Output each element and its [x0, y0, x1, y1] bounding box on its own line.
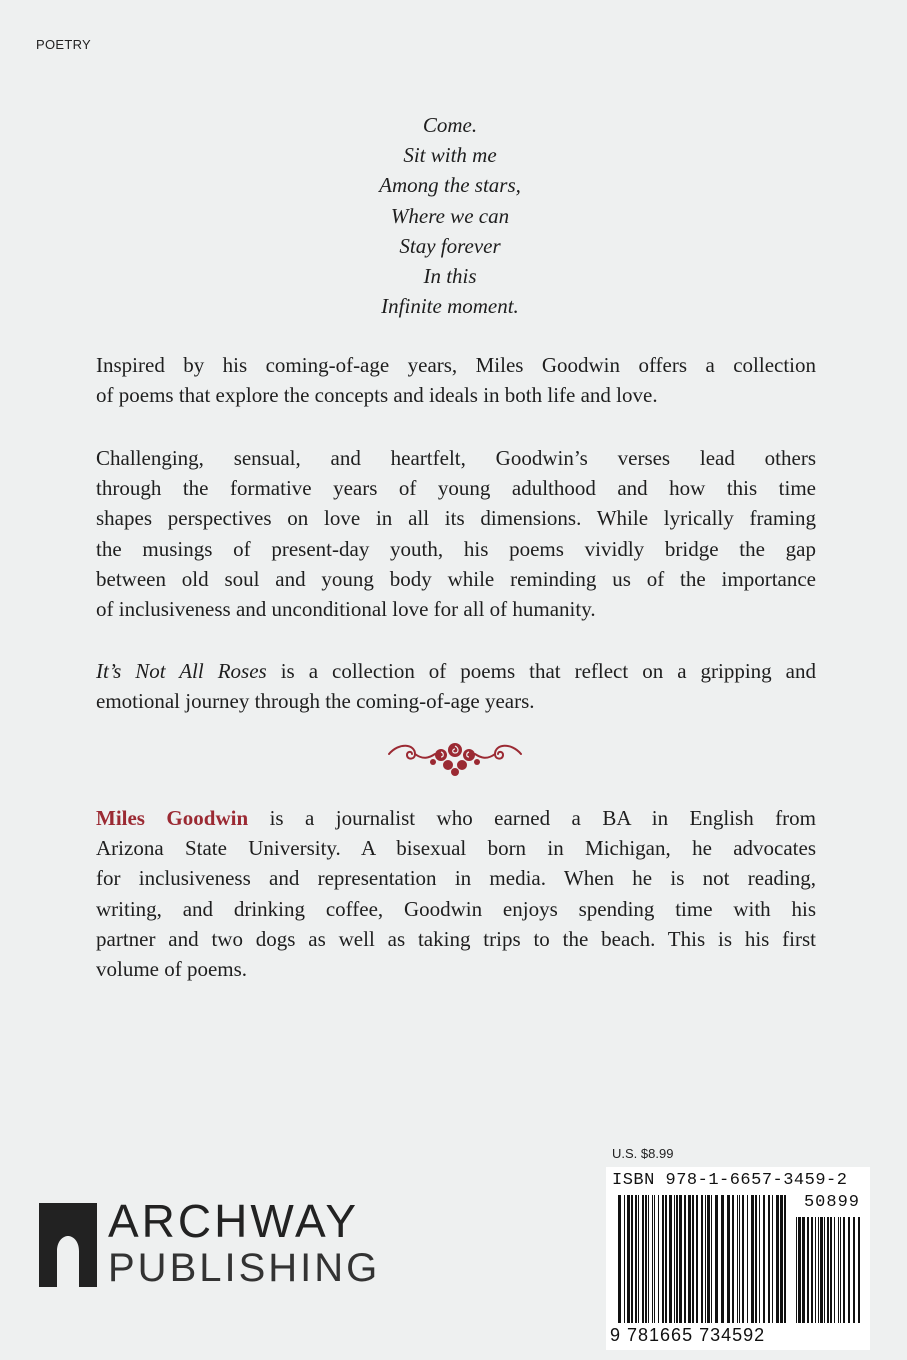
barcode-bar	[824, 1217, 825, 1323]
barcode-bar	[624, 1195, 625, 1323]
barcode-bars	[618, 1195, 786, 1323]
barcode-bar	[759, 1195, 760, 1323]
barcode-bar	[818, 1217, 819, 1323]
text-line: partner and two dogs as well as taking trips to the beach. This is his first	[96, 926, 816, 951]
barcode-bar	[807, 1217, 809, 1323]
barcode-bar	[627, 1195, 630, 1323]
text-line: Challenging, sensual, and heartfelt, Goodwin’s verses lead others	[96, 446, 816, 470]
barcode-bar	[662, 1195, 664, 1323]
barcode-bar	[820, 1217, 823, 1323]
category-label: POETRY	[36, 37, 92, 52]
text-line: of inclusiveness and unconditional love for all of humanity.	[96, 597, 596, 622]
barcode-bar	[848, 1217, 850, 1323]
barcode-bar	[711, 1195, 712, 1323]
barcode-bar	[674, 1195, 675, 1323]
isbn-barcode	[606, 1167, 870, 1350]
barcode-bar	[701, 1195, 703, 1323]
author-name: Miles Goodwin	[96, 806, 249, 830]
text-line: Inspired by his coming-of-age years, Miles Goodwin offers a collection	[96, 353, 816, 377]
barcode-bar	[679, 1195, 682, 1323]
poem-line: Come.	[422, 113, 478, 137]
book-title: It’s Not All Roses	[96, 659, 267, 683]
text-line: shapes perspectives on love in all its dimensions. While lyrically framing	[96, 506, 816, 531]
barcode-bar	[737, 1195, 738, 1323]
poem-line: Stay forever	[399, 233, 501, 258]
text-line: of poems that explore the concepts and ideals in both life and love.	[96, 383, 658, 408]
price-label: U.S. $8.99	[612, 1146, 674, 1161]
barcode-bar	[798, 1217, 801, 1323]
text-line: Arizona State University. A bisexual born in Michigan, he advocates	[96, 836, 816, 861]
barcode-bar	[638, 1195, 639, 1323]
poem-line: Among the stars,	[379, 173, 521, 198]
barcode-bar	[692, 1195, 694, 1323]
barcode-bar	[763, 1195, 765, 1323]
publisher-name: ARCHWAY PUBLISHING	[108, 1195, 381, 1290]
barcode-bar	[780, 1195, 783, 1323]
text-line: It’s Not All Roses is a collection of poems that reflect on a gripping and	[96, 659, 816, 683]
barcode-bar	[796, 1217, 797, 1323]
barcode-bar	[688, 1195, 691, 1323]
text-line: the musings of present-day youth, his poems vividly bridge the gap	[96, 536, 816, 561]
barcode-bar	[853, 1217, 855, 1323]
barcode-bar	[732, 1195, 734, 1323]
barcode-bar	[784, 1195, 786, 1323]
barcode-bar	[658, 1195, 659, 1323]
barcode-bar	[642, 1195, 644, 1323]
barcode-bar	[858, 1217, 860, 1323]
barcode-bar	[715, 1195, 718, 1323]
author-bio	[96, 803, 816, 984]
barcode-bar	[815, 1217, 816, 1323]
barcode-bar	[840, 1217, 841, 1323]
barcode-bar	[684, 1195, 686, 1323]
barcode-bar	[739, 1195, 740, 1323]
barcode-bar	[705, 1195, 706, 1323]
barcode-bar	[755, 1195, 757, 1323]
barcode-bar	[635, 1195, 637, 1323]
text-line: for inclusiveness and representation in media. When he is not reading,	[96, 866, 816, 891]
barcode-bar	[843, 1217, 845, 1323]
barcode-bar	[747, 1195, 748, 1323]
description-paragraph-1	[96, 350, 816, 410]
description-paragraph-2	[96, 443, 816, 624]
rose-ornament-icon	[385, 738, 525, 778]
text-line: between old soul and young body while reminding us of the importance	[96, 566, 816, 591]
barcode-bar	[654, 1195, 655, 1323]
barcode-bar	[652, 1195, 653, 1323]
barcode-bar	[830, 1217, 832, 1323]
barcode-bar	[838, 1217, 839, 1323]
barcode-bar	[772, 1195, 773, 1323]
poem-line: Infinite moment.	[381, 294, 519, 319]
barcode-bar	[618, 1195, 621, 1323]
barcode-bar	[811, 1217, 813, 1323]
barcode-bar	[802, 1217, 805, 1323]
barcode-bar	[676, 1195, 678, 1323]
epigraph-poem	[250, 110, 650, 321]
barcode-bar	[776, 1195, 779, 1323]
isbn-text: ISBN 978-1-6657-3459-2	[612, 1171, 848, 1190]
poem-line: In this	[423, 264, 477, 289]
barcode-bar	[669, 1195, 672, 1323]
barcode-bar	[768, 1195, 770, 1323]
barcode-bar	[665, 1195, 667, 1323]
text-line: volume of poems.	[96, 957, 248, 982]
barcode-bar	[721, 1195, 724, 1323]
barcode-bar	[751, 1195, 754, 1323]
barcode-bar	[827, 1217, 829, 1323]
barcode-bar	[648, 1195, 649, 1323]
poem-line: Where we can	[390, 203, 510, 228]
barcode-bar	[631, 1195, 633, 1323]
barcode-bar	[707, 1195, 710, 1323]
barcode-bar	[696, 1195, 698, 1323]
text-line: through the formative years of young adulthood and how this time	[96, 476, 816, 501]
addon-barcode-bars	[796, 1217, 860, 1323]
archway-logo-icon	[39, 1203, 97, 1287]
barcode-bar	[727, 1195, 730, 1323]
barcode-bar	[645, 1195, 647, 1323]
barcode-bar	[742, 1195, 744, 1323]
barcode-bar	[834, 1217, 835, 1323]
poem-line: Sit with me	[403, 143, 497, 168]
description-paragraph-3	[96, 656, 816, 716]
barcode-digits: 9 781665 734592	[610, 1325, 766, 1345]
text-line: emotional journey through the coming-of-age years.	[96, 689, 535, 714]
price-code: 50899	[803, 1193, 860, 1212]
text-line: Miles Goodwin is a journalist who earned a BA in English from	[96, 806, 816, 830]
text-line: writing, and drinking coffee, Goodwin enjoys spending time with his	[96, 896, 816, 921]
